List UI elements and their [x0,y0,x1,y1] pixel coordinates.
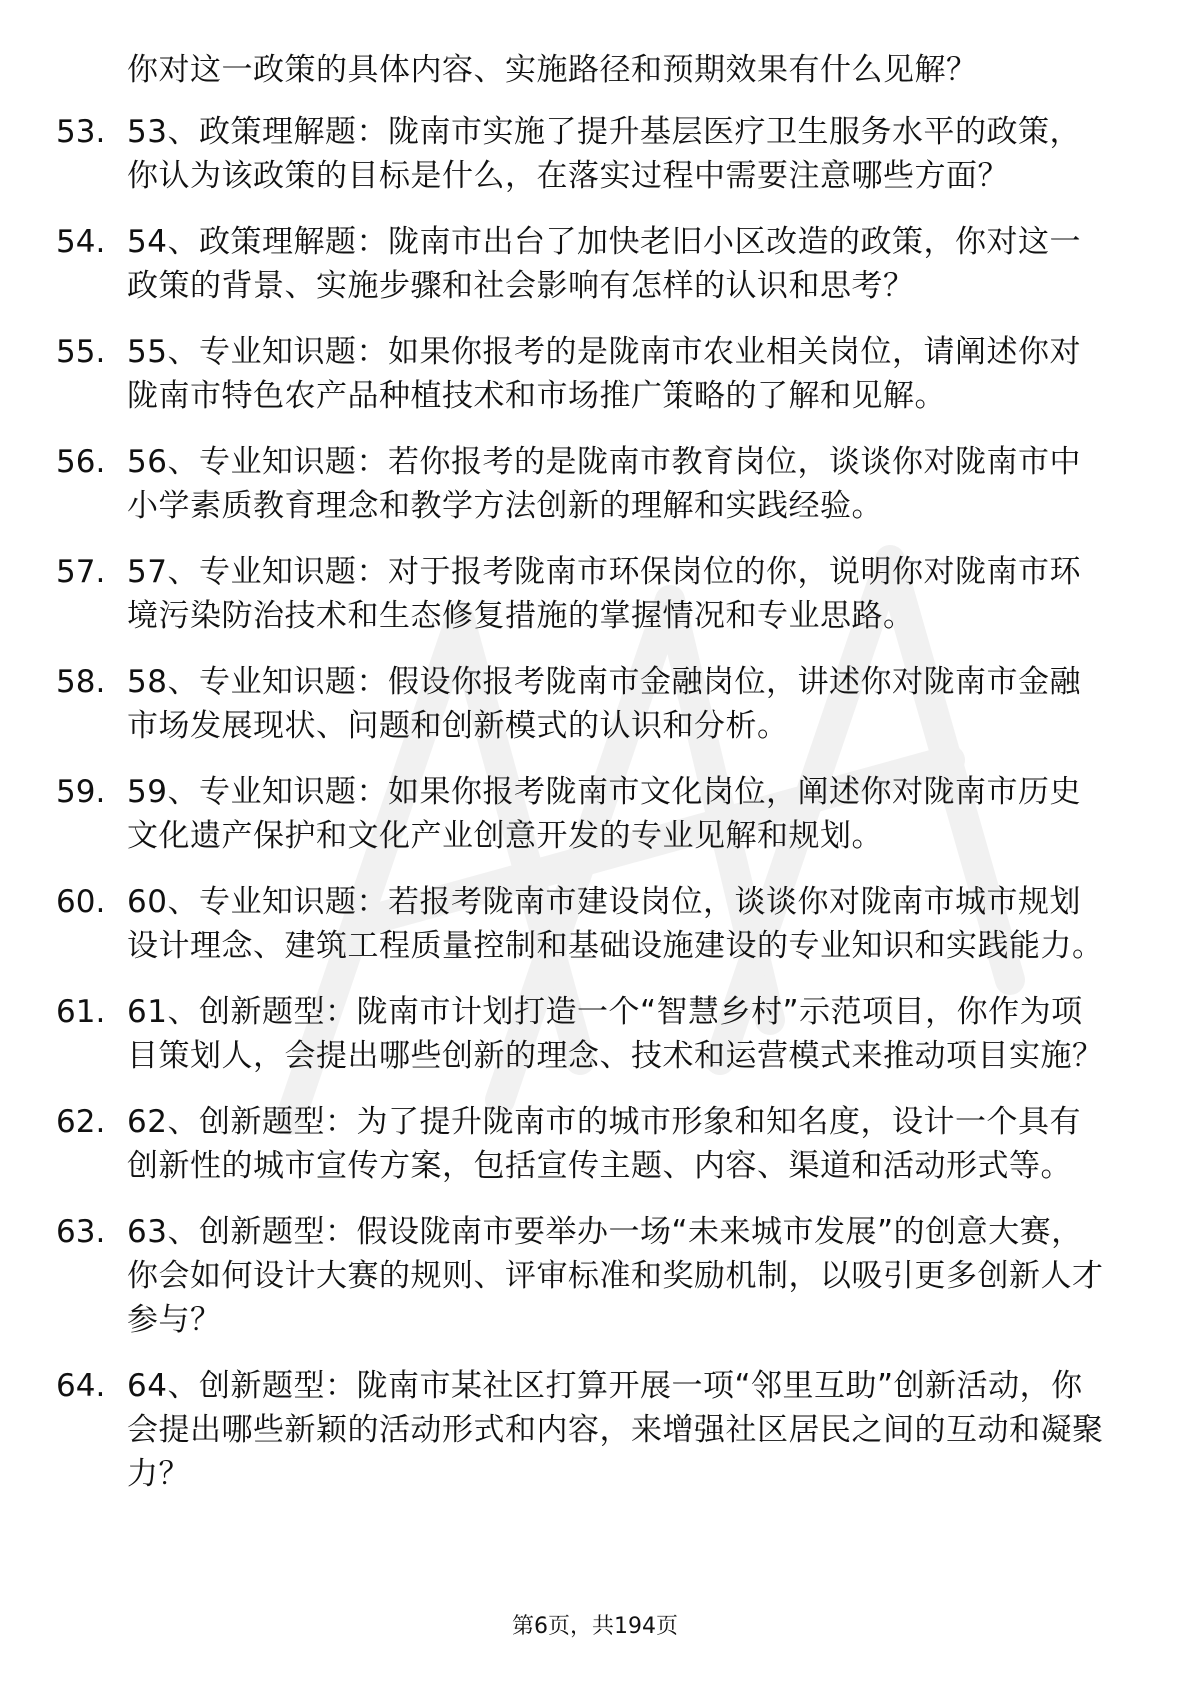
question-number: 59. [56,774,106,810]
question-text: 62、创新题型：为了提升陇南市的城市形象和知名度，设计一个具有创新性的城市宣传方案，包括宣传主题、内容、渠道和活动形式等。 [127,1104,1081,1184]
question-text: 56、专业知识题：若你报考的是陇南市教育岗位，谈谈你对陇南市中小学素质教育理念和教学方法创新的理解和实践经验。 [127,444,1081,524]
question-item [0,110,1190,198]
question-text: 58、专业知识题：假设你报考陇南市金融岗位，讲述你对陇南市金融市场发展现状、问题和创新模式的认识和分析。 [127,664,1081,744]
question-number: 56. [56,444,106,480]
question-item [0,880,1190,968]
question-item [0,990,1190,1078]
question-number: 61. [56,994,106,1030]
question-number: 57. [56,554,106,590]
question-number: 64. [56,1368,106,1404]
question-item [0,770,1190,858]
question-item [0,330,1190,418]
question-text: 61、创新题型：陇南市计划打造一个“智慧乡村”示范项目，你作为项目策划人，会提出哪些创新的理念、技术和运营模式来推动项目实施？ [127,994,1104,1074]
question-text: 63、创新题型：假设陇南市要举办一场“未来城市发展”的创意大赛，你会如何设计大赛的规则、评审标准和奖励机制，以吸引更多创新人才参与？ [127,1214,1104,1338]
question-item [0,1100,1190,1188]
question-item [0,550,1190,638]
question-text: 59、专业知识题：如果你报考陇南市文化岗位，阐述你对陇南市历史文化遗产保护和文化产业创意开发的专业见解和规划。 [127,774,1081,854]
question-number: 60. [56,884,106,920]
question-number: 62. [56,1104,106,1140]
question-number: 58. [56,664,106,700]
question-text: 60、专业知识题：若报考陇南市建设岗位，谈谈你对陇南市城市规划设计理念、建筑工程质量控制和基础设施建设的专业知识和实践能力。 [127,884,1104,964]
question-item [0,220,1190,308]
question-number: 53. [56,114,106,150]
question-text: 54、政策理解题：陇南市出台了加快老旧小区改造的政策，你对这一政策的背景、实施步骤和社会影响有怎样的认识和思考？ [127,224,1081,304]
continuation-text: 你对这一政策的具体内容、实施路径和预期效果有什么见解？ [127,52,978,88]
question-text: 64、创新题型：陇南市某社区打算开展一项“邻里互助”创新活动，你会提出哪些新颖的活动形式和内容，来增强社区居民之间的互动和凝聚力？ [127,1368,1104,1492]
question-number: 54. [56,224,106,260]
question-number: 55. [56,334,106,370]
question-text: 53、政策理解题：陇南市实施了提升基层医疗卫生服务水平的政策，你认为该政策的目标是什么，在落实过程中需要注意哪些方面？ [127,114,1081,194]
question-item [0,1364,1190,1496]
question-text: 55、专业知识题：如果你报考的是陇南市农业相关岗位，请阐述你对陇南市特色农产品种植技术和市场推广策略的了解和见解。 [127,334,1081,414]
question-list [0,110,1190,1518]
question-item [0,440,1190,528]
question-item [0,660,1190,748]
question-item [0,1210,1190,1342]
page-footer: 第6页，共194页 [512,1614,678,1639]
question-number: 63. [56,1214,106,1250]
question-text: 57、专业知识题：对于报考陇南市环保岗位的你，说明你对陇南市环境污染防治技术和生态修复措施的掌握情况和专业思路。 [127,554,1081,634]
